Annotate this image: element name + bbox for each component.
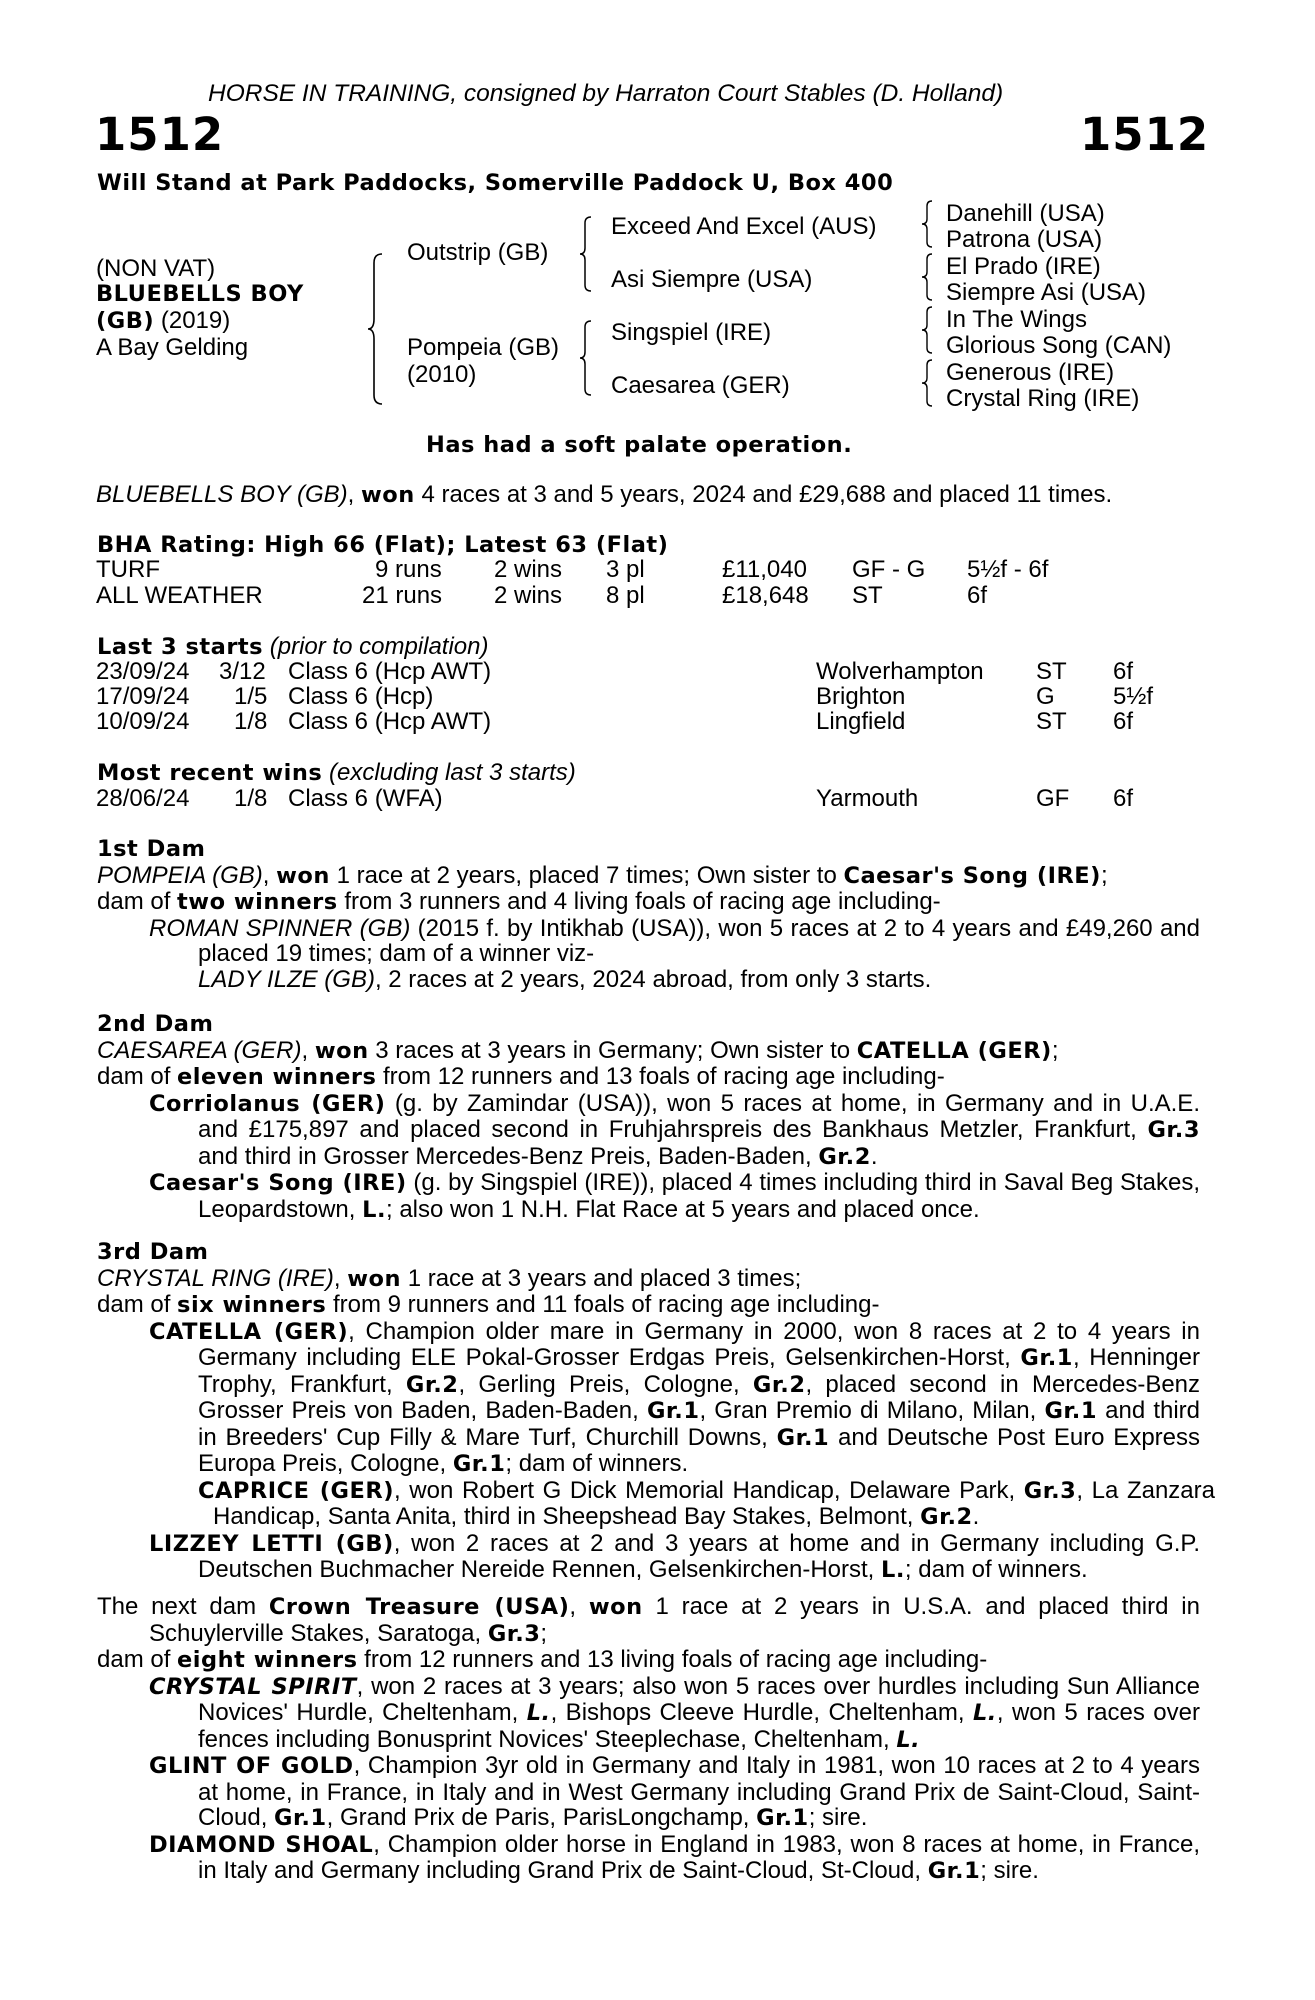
horse-name-line — [96, 281, 304, 308]
progeny-text: , Gran Premio di Milano, Milan, — [699, 1397, 1045, 1424]
progeny-name: CAPRICE (GER) — [198, 1477, 395, 1504]
progeny-name: Caesar's Song (IRE) — [149, 1170, 407, 1196]
grandsire-5: In The Wings — [946, 306, 1087, 333]
recent-subtitle: (excluding last 3 starts) — [322, 759, 576, 786]
going: ST — [852, 582, 883, 609]
grade: Gr.1 — [1020, 1345, 1073, 1371]
listed: L. — [881, 1557, 905, 1583]
grade: Gr.2 — [920, 1504, 973, 1530]
last3-title: Last 3 starts — [97, 634, 264, 660]
last-3-starts-heading — [97, 634, 489, 661]
dam-record: 3 races at 3 years in Germany; Own sister to — [368, 1036, 857, 1064]
dam-record: 1 race at 3 years and placed 3 times; — [401, 1264, 802, 1292]
position: 1/8 — [234, 785, 268, 812]
horse-name: BLUEBELLS BOY — [96, 281, 304, 307]
listed: L. — [896, 1726, 921, 1753]
distance: 5½f — [1113, 683, 1154, 710]
distance: 6f — [967, 582, 988, 609]
third-dam-section — [97, 1239, 1215, 1584]
progeny-name: CRYSTAL SPIRIT — [149, 1673, 357, 1700]
dam-line — [97, 1038, 1200, 1065]
grade: Gr.1 — [927, 1858, 981, 1884]
progeny-entry — [149, 1170, 1200, 1223]
won-label: won — [347, 1265, 402, 1292]
runs: 21 runs — [362, 582, 443, 609]
sibling-name: CATELLA (GER) — [856, 1037, 1052, 1064]
course: Lingfield — [816, 708, 906, 735]
progeny-text: , Champion older mare in Germany in 2000, won 8 races at 2 to 4 years in Germany including ELE Pokal-Grosser Erdgas Preis, Gelsenkirchen-Horst, — [198, 1317, 1200, 1371]
grade: Gr.3 — [1023, 1477, 1077, 1504]
pedigree-brace-g2 — [920, 253, 934, 301]
horse-year: (2019) — [154, 307, 231, 334]
dam-sire: Singspiel (IRE) — [611, 319, 772, 346]
progeny-text: , Henninger Trophy, Frankfurt, — [198, 1344, 1200, 1398]
recent-wins-heading — [97, 760, 576, 787]
progeny-text: , 2 races at 2 years, 2024 abroad, from only 3 starts. — [374, 965, 932, 993]
progeny-entry — [149, 1531, 1200, 1584]
progeny-text: (g. by Zamindar (USA)), won 5 races at home, in Germany and in U.A.E. and £175,897 and placed second in Fruhjahrspreis des Bankhaus Metzler, Frankfurt, — [198, 1089, 1200, 1143]
dam-end: ; — [540, 1619, 548, 1647]
summary-won: won — [361, 482, 415, 508]
summary-name: BLUEBELLS BOY (GB) — [96, 481, 348, 508]
position: 1/8 — [234, 708, 268, 735]
position: 1/5 — [234, 683, 268, 710]
dam-sep: , — [262, 861, 277, 889]
produce-post: from 12 runners and 13 living foals of racing age including- — [357, 1646, 988, 1673]
pedigree-brace-dam — [578, 320, 594, 396]
grandsire-7: Generous (IRE) — [946, 359, 1115, 386]
listed: L. — [526, 1700, 551, 1726]
grandsire-3: El Prado (IRE) — [946, 253, 1101, 280]
pedigree-brace-g4 — [920, 359, 934, 407]
progeny-entry — [149, 1319, 1200, 1478]
bha-rating-title: BHA Rating: High 66 (Flat); Latest 63 (Flat) — [97, 532, 669, 558]
progeny-entry — [198, 1478, 1215, 1531]
going: GF - G — [852, 556, 926, 583]
progeny-text-2: ; also won 1 N.H. Flat Race at 5 years and placed once. — [386, 1195, 980, 1223]
dam-name: CRYSTAL RING (IRE) — [97, 1264, 334, 1292]
progeny-text: , Champion 3yr old in Germany and Italy in 1981, won 10 races at 2 to 4 years at home, in France, in Italy and in West Germany including Grand Prix de Saint-Cloud, Saint-Cloud, — [198, 1752, 1200, 1831]
second-dam-section — [97, 1012, 1200, 1223]
lot-number-left: 1512 — [95, 108, 225, 161]
section-title: 3rd Dam — [97, 1239, 209, 1265]
pedigree-brace-sire — [578, 216, 594, 292]
course: Brighton — [816, 683, 906, 710]
table-row — [0, 583, 1315, 609]
dam-end: ; — [1051, 1036, 1059, 1064]
going: ST — [1036, 708, 1067, 735]
winners-count: eleven winners — [177, 1064, 377, 1090]
distance: 6f — [1113, 785, 1134, 812]
listed: L. — [972, 1700, 997, 1726]
winners-count: two winners — [177, 889, 338, 915]
grade: Gr.3 — [487, 1620, 541, 1647]
granddam-4: Siempre Asi (USA) — [946, 279, 1147, 306]
placed: 8 pl — [606, 582, 645, 609]
surface: ALL WEATHER — [96, 582, 263, 609]
dam-year: (2010) — [407, 361, 477, 388]
consignment-line: HORSE IN TRAINING, consigned by Harraton Court Stables (D. Holland) — [208, 80, 1004, 107]
produce-line — [97, 1064, 1200, 1091]
course: Yarmouth — [816, 785, 919, 812]
grade: Gr.1 — [1044, 1398, 1097, 1424]
grade: Gr.2 — [752, 1371, 806, 1398]
sire-dam: Asi Siempre (USA) — [611, 266, 813, 293]
progeny-entry — [149, 1674, 1200, 1754]
granddam-8: Crystal Ring (IRE) — [946, 385, 1140, 412]
winners-count: six winners — [177, 1292, 327, 1318]
table-row — [0, 709, 1315, 735]
progeny-name: LADY ILZE (GB) — [198, 965, 375, 993]
dam-sep: , — [333, 1264, 348, 1292]
section-title: 2nd Dam — [97, 1011, 214, 1037]
grade: Gr.2 — [405, 1371, 459, 1398]
sire-sire: Exceed And Excel (AUS) — [611, 213, 877, 240]
section-title: 1st Dam — [97, 836, 206, 862]
progeny-name: GLINT OF GOLD — [149, 1753, 354, 1779]
produce-pre: dam of — [97, 1063, 178, 1090]
table-row — [0, 786, 1315, 812]
position: 3/12 — [219, 658, 266, 685]
progeny-entry — [149, 916, 1200, 967]
dam-line — [97, 863, 1200, 890]
date: 23/09/24 — [96, 658, 190, 685]
grandsire-1: Danehill (USA) — [946, 200, 1105, 227]
progeny-name: LIZZEY LETTI (GB) — [149, 1530, 394, 1557]
progeny-text: , Bishops Cleeve Hurdle, Cheltenham, — [550, 1699, 973, 1726]
progeny-entry — [149, 1753, 1200, 1832]
operation-note: Has had a soft palate operation. — [426, 432, 853, 458]
progeny-name: DIAMOND SHOAL — [149, 1831, 374, 1858]
progeny-name: Corriolanus (GER) — [149, 1090, 386, 1117]
dam-record: 1 race at 2 years in U.S.A. and placed third in Schuylerville Stakes, Saratoga, — [149, 1593, 1200, 1647]
progeny-text: and third in Breeders' Cup Filly & Mare Turf, Churchill Downs, — [198, 1397, 1201, 1451]
horse-description: A Bay Gelding — [96, 334, 249, 361]
grade: Gr.1 — [756, 1805, 809, 1831]
dam: Pompeia (GB) — [407, 334, 560, 361]
progeny-text: (2015 f. by Intikhab (USA)), won 5 races at 2 to 4 years and £49,260 and placed 19 times; dam of a winner viz- — [198, 914, 1201, 967]
progeny-name: CATELLA (GER) — [149, 1318, 349, 1345]
dam-name: Crown Treasure (USA) — [268, 1594, 570, 1620]
granddam-2: Patrona (USA) — [946, 226, 1103, 253]
produce-post: from 3 runners and 4 living foals of racing age including- — [337, 888, 941, 915]
date: 10/09/24 — [96, 708, 190, 735]
runs: 9 runs — [375, 556, 442, 583]
progeny-text: , placed second in Mercedes-Benz Grosser Preis von Baden, Baden-Baden, — [198, 1370, 1201, 1424]
going: G — [1036, 683, 1055, 710]
class: Class 6 (Hcp AWT) — [288, 658, 492, 685]
dam-name: CAESAREA (GER) — [97, 1036, 302, 1064]
progeny-text: (g. by Singspiel (IRE)), placed 4 times including third in Saval Beg Stakes, Leopardstown, — [198, 1169, 1201, 1223]
dam-line — [97, 1266, 1200, 1293]
progeny-text: , won 5 races over fences including Bonusprint Novices' Steeplechase, Cheltenham, — [198, 1699, 1200, 1753]
first-dam-section — [97, 837, 1200, 992]
stand-location: Will Stand at Park Paddocks, Somerville Paddock U, Box 400 — [97, 170, 894, 196]
recent-title: Most recent wins — [97, 760, 323, 786]
prize-money: £18,648 — [722, 582, 809, 609]
grade: Gr.2 — [818, 1143, 871, 1170]
progeny-text: ; sire. — [980, 1857, 1039, 1884]
lot-number-right: 1512 — [1080, 108, 1210, 161]
grade: Gr.3 — [1147, 1117, 1200, 1143]
horse-country: (GB) — [96, 308, 155, 334]
going: GF — [1036, 785, 1070, 812]
dam-record: 1 race at 2 years, placed 7 times; Own sister to — [329, 861, 844, 889]
progeny-text: ; sire. — [808, 1804, 868, 1831]
produce-pre: dam of — [97, 888, 178, 915]
class: Class 6 (Hcp AWT) — [288, 708, 492, 735]
progeny-text: , Grand Prix de Paris, ParisLongchamp, — [326, 1804, 757, 1831]
progeny-text: ; dam of winners. — [505, 1450, 689, 1477]
progeny-text: , won 2 races at 2 and 3 years at home and in Germany including G.P. Deutschen Buchmacher Nereide Rennen, Gelsenkirchen-Horst, — [198, 1529, 1200, 1583]
dam-end: ; — [1100, 861, 1108, 889]
progeny-entry — [149, 1091, 1200, 1171]
date: 28/06/24 — [96, 785, 190, 812]
class: Class 6 (Hcp) — [288, 683, 434, 710]
surface: TURF — [96, 556, 160, 583]
sibling-name: Caesar's Song (IRE) — [843, 862, 1101, 889]
progeny-text: , won 2 races at 3 years; also won 5 races over hurdles including Sun Alliance Novices' Hurdle, Cheltenham, — [198, 1672, 1200, 1726]
granddam-6: Glorious Song (CAN) — [946, 332, 1172, 359]
progeny-end: . — [870, 1142, 878, 1170]
next-dam-section — [97, 1594, 1200, 1885]
won-label: won — [276, 862, 330, 889]
progeny-text: , Gerling Preis, Cologne, — [458, 1370, 753, 1398]
summary-text: 4 races at 3 and 5 years, 2024 and £29,688 and placed 11 times. — [414, 481, 1113, 508]
dam-dam: Caesarea (GER) — [611, 372, 790, 399]
grade: Gr.1 — [452, 1451, 506, 1477]
vat-status: (NON VAT) — [96, 255, 216, 282]
progeny-text: . — [972, 1503, 980, 1530]
race-summary: BLUEBELLS BOY (GB), won 4 races at 3 and 5 years, 2024 and £29,688 and placed 11 times. — [96, 481, 1113, 508]
going: ST — [1036, 658, 1067, 685]
progeny-text-2: and third in Grosser Mercedes-Benz Preis, Baden-Baden, — [198, 1142, 819, 1170]
grade: Gr.1 — [274, 1805, 327, 1831]
table-row — [0, 684, 1315, 710]
progeny-text: , La Zanzara Handicap, Santa Anita, third in Sheepshead Bay Stakes, Belmont, — [213, 1476, 1215, 1530]
prize-money: £11,040 — [722, 556, 807, 583]
table-row — [0, 557, 1315, 583]
grade: Gr.1 — [646, 1398, 700, 1424]
pedigree-brace-g3 — [920, 306, 934, 354]
progeny-text: ; dam of winners. — [904, 1556, 1088, 1583]
winners-count: eight winners — [177, 1647, 358, 1673]
produce-line — [97, 1292, 1200, 1319]
produce-pre: dam of — [97, 1291, 178, 1318]
progeny-entry — [149, 1832, 1200, 1885]
produce-pre: dam of — [97, 1646, 178, 1673]
pedigree-brace-main — [366, 253, 386, 405]
progeny-name: ROMAN SPINNER (GB) — [149, 914, 411, 942]
wins: 2 wins — [494, 582, 563, 609]
date: 17/09/24 — [96, 683, 190, 710]
last3-subtitle: (prior to compilation) — [263, 633, 489, 660]
listed: L. — [362, 1196, 386, 1223]
dam-sep: , — [301, 1036, 315, 1064]
progeny-text: , Champion older horse in England in 1983, won 8 races at home, in France, in Italy and Germany including Grand Prix de Saint-Cloud, St-Cloud, — [198, 1830, 1200, 1884]
pedigree-brace-g1 — [920, 200, 934, 248]
dam-sep: , — [569, 1593, 589, 1620]
wins: 2 wins — [494, 556, 563, 583]
next-dam-pre: The next dam — [97, 1593, 269, 1620]
table-row — [0, 659, 1315, 685]
produce-post: from 9 runners and 11 foals of racing age including- — [326, 1291, 880, 1318]
distance: 6f — [1113, 708, 1134, 735]
horse-origin-line — [96, 308, 230, 335]
produce-line — [97, 889, 1200, 916]
class: Class 6 (WFA) — [288, 785, 443, 812]
dam-name: POMPEIA (GB) — [97, 861, 263, 889]
progeny-text: and Deutsche Post Euro Express Europa Preis, Cologne, — [198, 1423, 1201, 1477]
won-label: won — [314, 1037, 369, 1064]
progeny-entry — [198, 967, 1200, 993]
sire: Outstrip (GB) — [407, 239, 549, 266]
placed: 3 pl — [606, 556, 645, 583]
produce-line — [97, 1647, 1200, 1674]
course: Wolverhampton — [816, 658, 984, 685]
produce-post: from 12 runners and 13 foals of racing age including- — [376, 1063, 945, 1090]
progeny-text: , won Robert G Dick Memorial Handicap, Delaware Park, — [394, 1476, 1024, 1504]
distance: 5½f - 6f — [967, 556, 1049, 583]
won-label: won — [588, 1594, 643, 1620]
dam-line — [97, 1594, 1200, 1647]
grade: Gr.1 — [776, 1424, 830, 1451]
distance: 6f — [1113, 658, 1134, 685]
